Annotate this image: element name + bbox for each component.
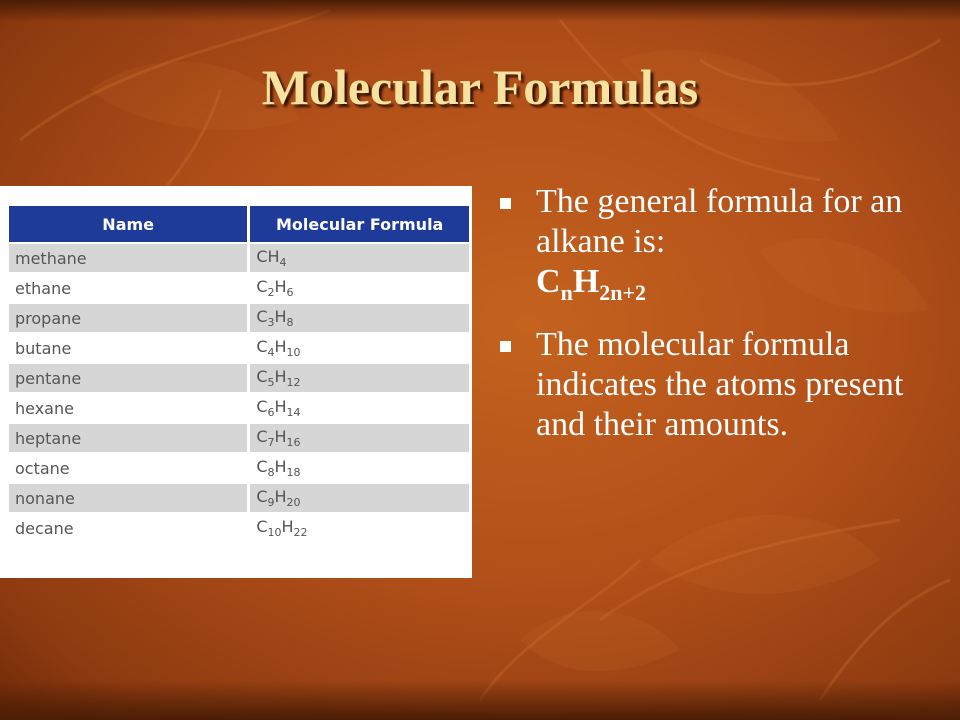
alkane-name: hexane [9, 394, 247, 422]
bullet-text: The molecular formula indicates the atoms present and their amounts. [536, 325, 904, 443]
alkane-name: nonane [9, 484, 247, 512]
alkane-formula: $C_5H_{12}$ [250, 364, 469, 392]
alkane-formula: $C_3H_8$ [250, 304, 469, 332]
bullet-list [500, 182, 920, 457]
bullet-text: The general formula for an alkane is: [536, 183, 903, 260]
alkane-name: decane [9, 514, 247, 542]
table-row [9, 514, 469, 542]
bullet-molecular-formula [500, 325, 920, 445]
alkane-name: pentane [9, 364, 247, 392]
table-row [9, 244, 469, 272]
table-header-row [9, 206, 469, 242]
alkane-name: heptane [9, 424, 247, 452]
formula-table-panel [0, 186, 472, 578]
general-formula: $C_nH_{2n+2}$ [536, 263, 647, 305]
alkane-formula: $C_8H_{18}$ [250, 454, 469, 482]
table-row [9, 484, 469, 512]
alkane-formula-table [6, 204, 472, 544]
alkane-formula: $C_9H_{20}$ [250, 484, 469, 512]
alkane-name: ethane [9, 274, 247, 302]
alkane-name: butane [9, 334, 247, 362]
alkane-formula: $C_7H_{16}$ [250, 424, 469, 452]
alkane-formula: $CH_4$ [250, 244, 469, 272]
table-row [9, 364, 469, 392]
table-row [9, 424, 469, 452]
header-molecular-formula: Molecular Formula [250, 206, 469, 242]
table-row [9, 274, 469, 302]
top-shade [0, 0, 960, 22]
alkane-name: methane [9, 244, 247, 272]
table-row [9, 394, 469, 422]
alkane-formula: $C_{10}H_{22}$ [250, 514, 469, 542]
alkane-formula: $C_4H_{10}$ [250, 334, 469, 362]
alkane-formula: $C_2H_6$ [250, 274, 469, 302]
slide-title: Molecular Formulas [261, 59, 699, 115]
table-row [9, 454, 469, 482]
alkane-name: octane [9, 454, 247, 482]
alkane-name: propane [9, 304, 247, 332]
bullet-general-formula [500, 182, 920, 313]
square-bullet-icon [500, 198, 511, 209]
bottom-shade [0, 680, 960, 720]
square-bullet-icon [500, 341, 511, 352]
table-row [9, 334, 469, 362]
alkane-formula: $C_6H_{14}$ [250, 394, 469, 422]
header-name: Name [9, 206, 247, 242]
table-row [9, 304, 469, 332]
